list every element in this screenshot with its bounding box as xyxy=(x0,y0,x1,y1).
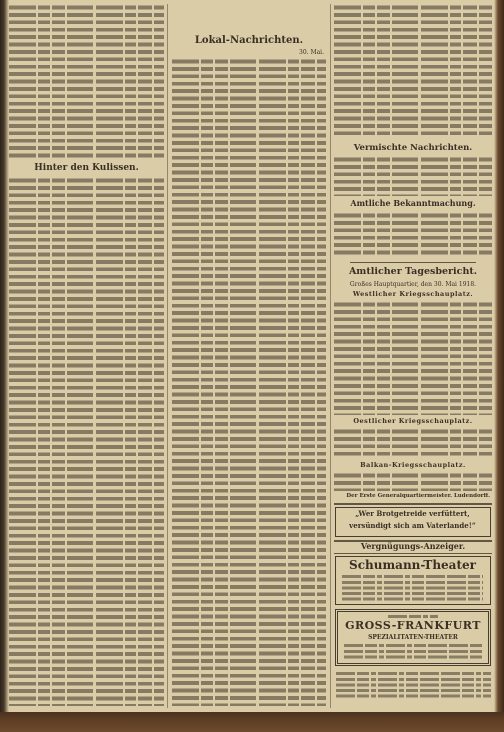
ad-title: Schumann-Theater xyxy=(349,558,476,572)
report-signature: Der Erste Generalquartiermeister. Ludendorff. xyxy=(346,493,490,499)
divider xyxy=(334,503,492,505)
slogan-box xyxy=(335,507,491,537)
binding-shadow xyxy=(0,0,9,712)
report-section-heading: Oestlicher Kriegsschauplatz. xyxy=(353,418,473,425)
article-text xyxy=(334,156,492,196)
section-heading: Lokal-Nachrichten. xyxy=(194,35,304,46)
ad-text xyxy=(342,574,483,602)
section-heading: Vergnügungs-Anzeiger. xyxy=(360,542,466,551)
page-edge xyxy=(494,0,504,732)
column-rule xyxy=(167,4,168,708)
imprint-text xyxy=(336,671,491,699)
ad-subtitle: SPEZIALITÄTEN-THEATER xyxy=(368,634,458,641)
article-text xyxy=(172,58,326,706)
divider xyxy=(350,262,476,263)
article-text xyxy=(9,177,164,706)
report-section-heading: Westlicher Kriegsschauplatz. xyxy=(352,291,474,298)
article-text xyxy=(334,212,492,256)
theater-ad xyxy=(335,609,491,666)
slogan-line: „Wer Brotgetreide verfüttert, xyxy=(355,510,470,518)
ad-text xyxy=(344,643,482,660)
section-heading: Hinter den Kulissen. xyxy=(34,163,139,173)
section-heading: Amtliche Bekanntmachung. xyxy=(350,199,476,208)
article-text xyxy=(9,4,164,159)
report-section-heading: Balkan-Kriegsschauplatz. xyxy=(360,462,466,469)
scan-bottom-band xyxy=(0,712,504,732)
article-text xyxy=(334,4,492,139)
slogan-line: versündigt sich am Vaterlande!“ xyxy=(349,522,476,530)
report-text xyxy=(334,428,492,459)
ad-title: GROSS-FRANKFURT xyxy=(345,619,481,632)
dateline: 30. Mai. xyxy=(299,49,324,56)
divider xyxy=(334,553,492,554)
section-heading: Vermischte Nachrichten. xyxy=(353,143,473,153)
report-text xyxy=(334,301,492,415)
report-dateline: Großes Hauptquartier, den 30. Mai 1918. xyxy=(349,281,477,288)
report-heading: Amtlicher Tagesbericht. xyxy=(348,266,478,277)
theater-ad xyxy=(335,556,491,605)
report-text xyxy=(334,472,492,491)
column-rule xyxy=(330,4,331,708)
